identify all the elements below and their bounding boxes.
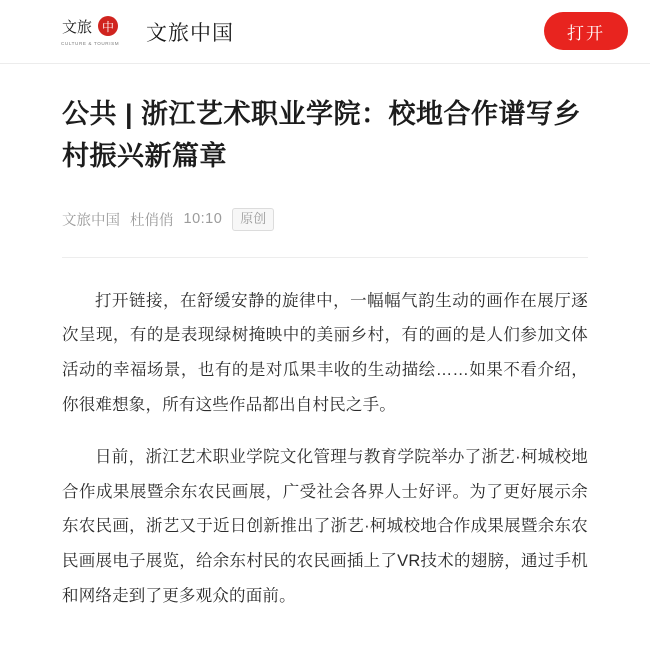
- brand-title: 文旅中国: [146, 21, 234, 45]
- meta-author: 杜俏俏: [130, 212, 174, 229]
- open-app-button[interactable]: 打开: [544, 12, 628, 50]
- meta-timestamp: 10:10: [183, 211, 223, 228]
- article-body: [62, 284, 588, 614]
- svg-text:文旅: 文旅: [62, 19, 93, 36]
- status-badge: 原创: [232, 208, 274, 231]
- wenlv-china-logo-icon: [60, 15, 132, 49]
- app-header: [0, 0, 650, 64]
- meta-source: 文旅中国: [62, 212, 120, 229]
- article-meta: [62, 208, 588, 231]
- page-title: 公共 | 浙江艺术职业学院：校地合作谱写乡村振兴新篇章: [62, 99, 582, 171]
- article-paragraph: 日前，浙江艺术职业学院文化管理与教育学院举办了浙艺·柯城校地合作成果展暨余东农民画展，广受社会各界人士好评。为了更好展示余东农民画，浙艺又于近日创新推出了浙艺·柯城校地合作成果展暨余东农民画展电子展览，给余东村民的农民画插上了VR技术的翅膀，通过手机和网络走到了更多观众的面前。: [62, 448, 588, 605]
- article-paragraph: 打开链接，在舒缓安静的旋律中，一幅幅气韵生动的画作在展厅逐次呈现，有的是表现绿树掩映中的美丽乡村，有的画的是人们参加文体活动的幸福场景，也有的是对瓜果丰收的生动描绘……如果不看介绍，你很难想象，所有这些作品都出自村民之手。: [62, 291, 588, 414]
- article-container: [0, 64, 650, 613]
- meta-divider: [62, 257, 588, 258]
- svg-text:CULTURE & TOURISM: CULTURE & TOURISM: [61, 40, 120, 46]
- svg-text:中: 中: [102, 19, 115, 34]
